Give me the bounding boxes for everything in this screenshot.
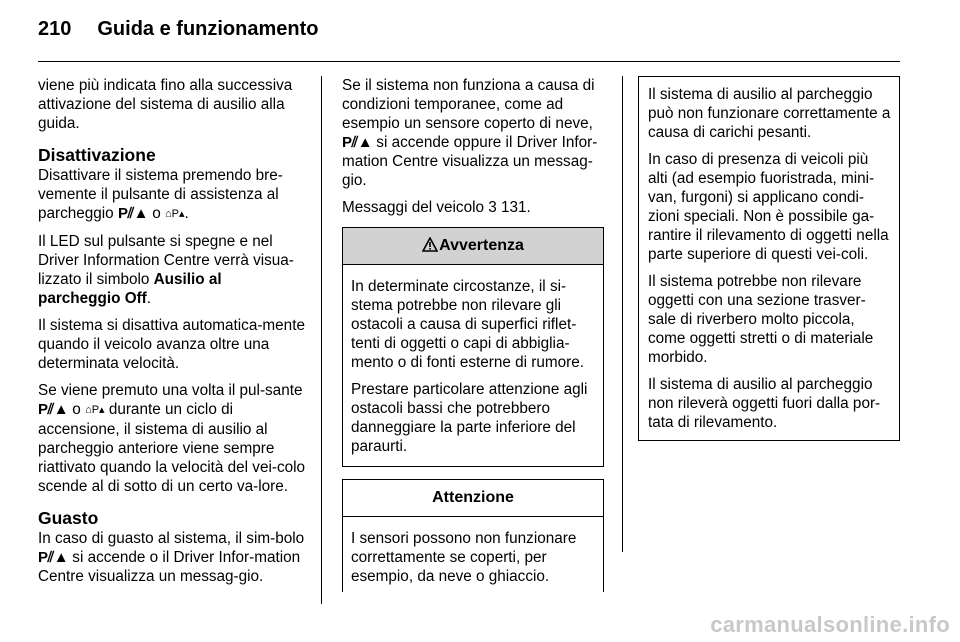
deactivate-paragraph: Disattivare il sistema premendo bre-vemente il pulsante di assistenza al parcheggio P⫽▲ o ⌂P▴.: [38, 167, 283, 222]
page-number: 210: [38, 18, 72, 40]
vehicle-messages-reference: [342, 198, 604, 217]
text-span: .: [146, 290, 152, 307]
text-span: Disattivare il sistema premendo bre-vemente il pulsante di assistenza al parcheggio: [38, 167, 283, 222]
column-divider-1: [321, 76, 322, 604]
page-header: [38, 18, 319, 41]
warning-triangle-icon: [422, 237, 438, 252]
led-paragraph: [38, 232, 306, 308]
warning-paragraph-2: Prestare particolare attenzione agli ostacoli bassi che potrebbero danneggiare la parte inferiore del paraurti.: [351, 381, 588, 455]
caution-body: [343, 517, 603, 592]
info-paragraph-4: Il sistema di ausilio al parcheggio non rileverà oggetti fuori dalla por-tata di rilevamento.: [648, 376, 881, 431]
column-1: [38, 76, 306, 594]
park-assist-off-icon: ⌂P▴: [85, 404, 105, 416]
info-paragraph-2: In caso di presenza di veicoli più alti (ad esempio fuoristrada, mini-van, furgoni) si applicano condi-zioni speciali. Non è possibile ga-rantire il rilevamento di oggetti nella parte superiore di questi vei-coli.: [648, 151, 889, 263]
info-body: [639, 77, 899, 440]
warning-paragraph-1: In determinate circostanze, il si-stema potrebbe non rilevare gli ostacoli a causa di superfici riflet-tenti di oggetti o capi di abbiglia-mento o di fonti esterne di rumore.: [351, 278, 584, 371]
info-box: [638, 76, 900, 441]
fault-paragraph: [38, 529, 306, 586]
header-rule: [38, 61, 900, 62]
warning-title-bar: [343, 228, 603, 265]
text-span: Se viene premuto una volta il pul-sante: [38, 382, 303, 399]
text-span: 131.: [501, 199, 531, 216]
warning-title: Avvertenza: [439, 237, 524, 254]
auto-deactivate-paragraph: Il sistema si disattiva automatica-mente quando il veicolo avanza oltre una determinata velocità.: [38, 317, 305, 372]
text-span: In caso di guasto al sistema, il sim-bolo: [38, 530, 305, 547]
caution-paragraph: I sensori possono non funzionare correttamente se coperti, per esempio, da neve o ghiaccio.: [351, 530, 577, 585]
park-assist-icon: P⫽▲: [38, 549, 69, 566]
text-span: si accende o il Driver Infor-mation Centre visualizza un messag-gio.: [38, 549, 301, 585]
text-span: Se il sistema non funziona a causa di condizioni temporanee, come ad esempio un sensore coperto di neve,: [342, 77, 595, 132]
text-span: Messaggi del veicolo: [342, 199, 484, 216]
warning-body: [343, 265, 603, 466]
caution-title-bar: [343, 480, 603, 517]
warning-box: [342, 227, 604, 467]
park-assist-off-icon: ⌂P▴: [165, 208, 185, 220]
park-assist-icon: P⫽▲: [38, 401, 69, 418]
heading-disattivazione: Disattivazione: [38, 145, 156, 165]
page-title: Guida e funzionamento: [97, 18, 319, 40]
temporary-conditions-paragraph: [342, 76, 604, 190]
column-3: [638, 76, 900, 441]
text-span: o: [152, 205, 161, 222]
column-divider-2: [622, 76, 623, 552]
text-span: si accende oppure il Driver Infor-mation Centre visualizza un messag-gio.: [342, 134, 598, 189]
text-span: Il LED sul pulsante si spegne e nel Driver Information Centre verrà visua-lizzato il simbolo: [38, 233, 294, 288]
info-paragraph-3: Il sistema potrebbe non rilevare oggetti con una sezione trasver-sale di riverbero molto piccola, come oggetti stretti o di materiale morbido.: [648, 273, 874, 366]
watermark: carmanualsonline.info: [710, 612, 950, 637]
info-paragraph-1: Il sistema di ausilio al parcheggio può non funzionare correttamente a causa di carichi pesanti.: [648, 86, 891, 141]
page-reference-arrow-icon: 3: [488, 199, 497, 216]
park-assist-icon: P⫽▲: [117, 205, 148, 222]
park-assist-icon: P⫽▲: [342, 134, 373, 151]
text-span: durante un ciclo di accensione, il sistema di ausilio al parcheggio anteriore viene sempre riattivato quando la velocità del vei-colo scende al di sotto di un certo va-lore.: [38, 401, 306, 495]
caution-title: Attenzione: [432, 489, 514, 506]
caution-box: [342, 479, 604, 592]
text-span: o: [72, 401, 81, 418]
column-2: [342, 76, 604, 592]
heading-guasto: Guasto: [38, 508, 99, 528]
park-assist-off-label: Ausilio al parcheggio Off: [38, 271, 222, 307]
reactivate-paragraph: [38, 381, 306, 496]
intro-paragraph: viene più indicata fino alla successiva attivazione del sistema di ausilio alla guida.: [38, 77, 293, 132]
